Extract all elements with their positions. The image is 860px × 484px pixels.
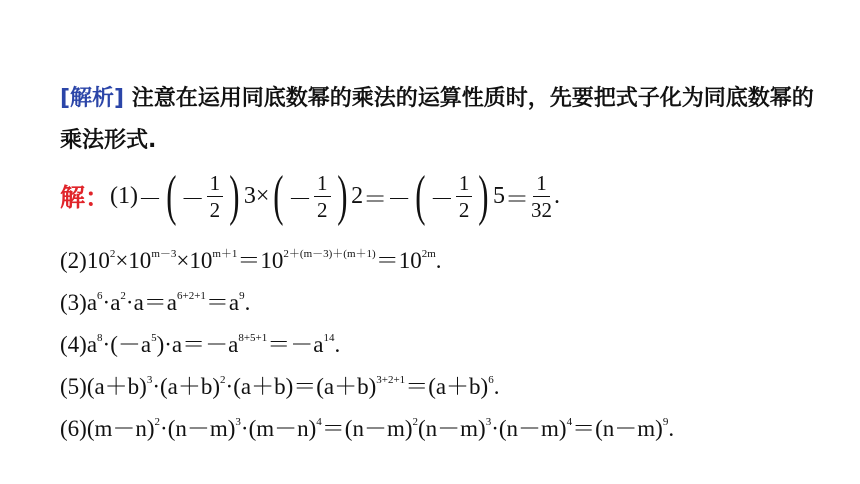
left-paren: ( (415, 165, 426, 227)
exponent: 2 (220, 374, 226, 386)
solution-line-5 (60, 368, 499, 401)
solution-line-6 (60, 410, 674, 443)
exponent: 3 (235, 416, 241, 428)
fraction-numerator: 1 (456, 170, 473, 197)
fraction-numerator: 1 (207, 170, 224, 197)
period: . (244, 290, 251, 315)
fraction-half (207, 170, 224, 223)
term: ·(a＋b)＝(a＋b) (225, 374, 377, 399)
period: . (668, 416, 675, 441)
exponent: 4 (566, 416, 573, 428)
minus-sign: － (387, 186, 412, 213)
exponent: 4 (316, 416, 322, 428)
fraction-numerator: 1 (314, 170, 331, 197)
term: (2)10 (60, 248, 110, 273)
fraction-half (314, 170, 331, 223)
term: )·a＝－a (156, 332, 239, 357)
period: . (553, 182, 560, 209)
exponent: 2 (109, 248, 116, 260)
exponent-3: 3 (243, 182, 256, 209)
term: ·(n－m) (160, 416, 236, 441)
period: . (493, 374, 500, 399)
term: ·(n－m) (491, 416, 567, 441)
exponent: 2 (120, 290, 126, 302)
solution-line-4 (60, 326, 340, 359)
exponent: 2 (412, 416, 418, 428)
exponent-2: 2 (351, 182, 364, 209)
exponent: 9 (239, 290, 245, 302)
solution-line-2 (60, 242, 442, 275)
exponent: 2＋(m－3)＋(m＋1) (283, 248, 376, 260)
result-numerator: 1 (533, 170, 550, 197)
neg-sign: － (429, 186, 454, 213)
part-1-number: (1) (110, 182, 138, 209)
term: ＝(a＋b) (405, 374, 489, 399)
result-denominator: 32 (530, 197, 552, 222)
term: ·(a＋b) (152, 374, 221, 399)
term: ＝(n－m) (572, 416, 663, 441)
exponent: 2m (421, 248, 436, 260)
left-paren: ( (273, 165, 284, 227)
analysis-text: 注意在运用同底数幂的乘法的运算性质时，先要把式子化为同底数幂的乘法形式. (60, 86, 814, 153)
term: (5)(a＋b) (60, 374, 147, 399)
exponent: m＋1 (212, 248, 238, 260)
term: ·a (102, 290, 121, 315)
exponent: 5 (151, 332, 157, 344)
term: (4)a (60, 332, 98, 357)
analysis-paragraph (60, 78, 820, 162)
exponent: 6+2+1 (176, 290, 206, 302)
term: ·a＝a (125, 290, 177, 315)
equals-sign: ＝ (504, 186, 529, 213)
term: ＝10 (375, 248, 422, 273)
exponent: 3 (485, 416, 492, 428)
term: (n－m) (418, 416, 486, 441)
solution-line-3 (60, 284, 250, 317)
exponent: 6 (97, 290, 103, 302)
neg-sign: － (288, 186, 313, 213)
exponent: m－3 (151, 248, 177, 260)
exponent: 3 (146, 374, 153, 386)
period: . (334, 332, 341, 357)
solution-label: 解： (60, 183, 111, 212)
term: ＝10 (237, 248, 284, 273)
term: ×10 (115, 248, 152, 273)
exponent: 2 (154, 416, 161, 428)
exponent: 14 (323, 332, 335, 344)
exponent: 9 (662, 416, 669, 428)
right-paren: ) (336, 165, 347, 227)
analysis-tag: [解析] (60, 86, 125, 111)
term: ＝(n－m) (321, 416, 413, 441)
right-paren: ) (478, 165, 489, 227)
equals-sign: ＝ (363, 186, 388, 213)
term: (6)(m－n) (60, 416, 155, 441)
term: ×10 (176, 248, 213, 273)
exponent-5: 5 (492, 182, 505, 209)
term: ·(m－n) (240, 416, 317, 441)
fraction-half (456, 170, 473, 223)
neg-sign: － (180, 186, 205, 213)
term: ＝a (205, 290, 240, 315)
fraction-denominator: 2 (458, 197, 470, 222)
term: ＝－a (267, 332, 324, 357)
solution-line-1 (60, 164, 560, 228)
term: ·(－a (102, 332, 152, 357)
exponent: 8 (97, 332, 103, 344)
times-sign: × (255, 182, 270, 209)
term: (3)a (60, 290, 98, 315)
left-paren: ( (166, 165, 177, 227)
fraction-denominator: 2 (317, 197, 328, 222)
exponent: 6 (488, 374, 494, 386)
period: . (435, 248, 442, 273)
exponent: 3+2+1 (376, 374, 406, 386)
minus-sign: － (138, 186, 162, 213)
right-paren: ) (229, 165, 240, 227)
result-fraction (531, 170, 552, 223)
fraction-denominator: 2 (209, 197, 221, 222)
exponent: 8+5+1 (238, 332, 268, 344)
